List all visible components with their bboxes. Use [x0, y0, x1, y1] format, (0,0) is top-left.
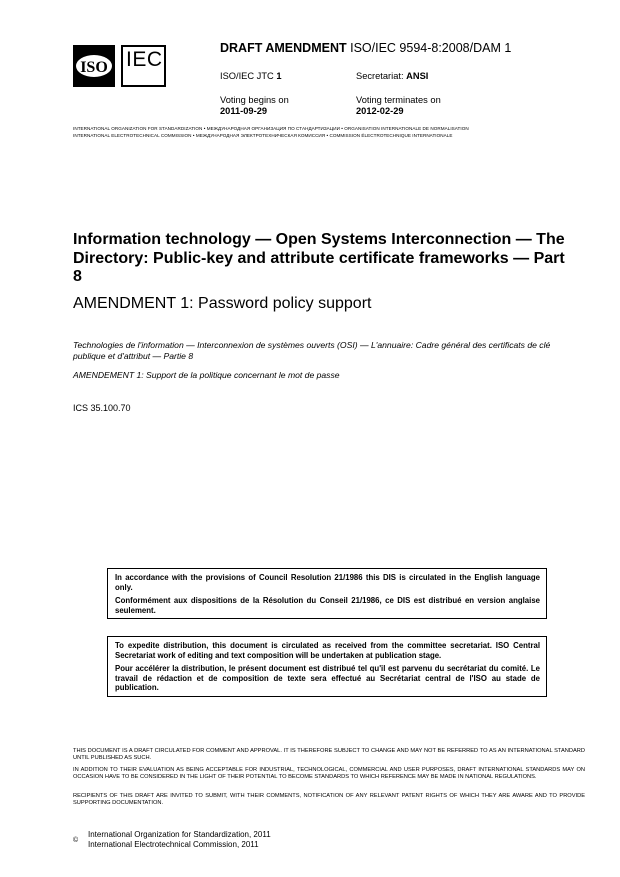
iso-logo-graphic [73, 45, 115, 87]
committee [220, 71, 282, 81]
iso-logo-text: ISO [80, 59, 108, 76]
voting-begins-label: Voting begins on [220, 95, 289, 105]
secretariat [356, 71, 428, 81]
document-header-title [220, 41, 511, 55]
voting-begins-date: 2011-09-29 [220, 106, 268, 116]
copyright-symbol: © [73, 837, 79, 844]
amendment-title: AMENDMENT 1: Password policy support [73, 295, 372, 312]
disclaimer-evaluation: IN ADDITION TO THEIR EVALUATION AS BEING ACCEPTABLE FOR INDUSTRIAL, TECHNOLOGICAL, COMMERCIAL AND USER PURPOSES, DRAFT INTERNATIONAL STANDARDS MAY ON OCCASION HAVE TO BE CONSIDERED IN THE LIGHT OF THEIR POTENTIAL TO BECOME STANDARDS TO WHICH REFERENCE MAY BE MADE IN NATIONAL REGULATIONS. [73, 767, 585, 780]
organization-line-iec: INTERNATIONAL ELECTROTECHNICAL COMMISSION • МЕЖДУНАРОДНАЯ ЭЛЕКТРОТЕХНИЧЕСКАЯ КОМИССИЯ • COMMISSION ÉLECTROTECHNIQUE INTERNATIONALE [73, 133, 453, 138]
document-type: DRAFT AMENDMENT [220, 41, 347, 55]
iec-logo [121, 45, 166, 87]
committee-number: 1 [276, 71, 282, 81]
committee-label: ISO/IEC JTC [220, 71, 274, 81]
language-notice-en: In accordance with the provisions of Council Resolution 21/1986 this DIS is circulated in the English language only. [115, 573, 540, 592]
disclaimer-draft: THIS DOCUMENT IS A DRAFT CIRCULATED FOR COMMENT AND APPROVAL. IT IS THEREFORE SUBJECT TO CHANGE AND MAY NOT BE REFERRED TO AS AN INTERNATIONAL STANDARD UNTIL PUBLISHED AS SUCH. [73, 748, 585, 761]
organization-line-iso: INTERNATIONAL ORGANIZATION FOR STANDARDIZATION • МЕЖДУНАРОДНАЯ ОРГАНИЗАЦИЯ ПО СТАНДАРТИЗАЦИИ • ORGANISATION INTERNATIONALE DE NORMALISATION [73, 126, 469, 131]
copyright-notice [88, 830, 271, 850]
distribution-notice-fr: Pour accélérer la distribution, le présent document est distribué tel qu'il est parvenu du secrétariat du comité. Le travail de rédaction et de composition de texte sera effectué au Secrétariat central de l'ISO au stade de publication. [115, 664, 540, 693]
copyright-iec: International Electrotechnical Commission, 2011 [88, 840, 259, 849]
voting-terminates-label: Voting terminates on [356, 95, 441, 105]
french-title: Technologies de l'information — Interconnexion de systèmes ouverts (OSI) — L'annuaire: Cadre général des certificats de clé publique et d'attribut — Partie 8 [73, 340, 551, 361]
disclaimer-patents: RECIPIENTS OF THIS DRAFT ARE INVITED TO SUBMIT, WITH THEIR COMMENTS, NOTIFICATION OF ANY RELEVANT PATENT RIGHTS OF WHICH THEY ARE AWARE AND TO PROVIDE SUPPORTING DOCUMENTATION. [73, 793, 585, 806]
distribution-notice-en: To expedite distribution, this document is circulated as received from the committee secretariat. ISO Central Secretariat work of editing and text composition will be undertaken at publication stage. [115, 641, 540, 660]
copyright-iso: International Organization for Standardization, 2011 [88, 830, 271, 839]
french-amendment-title: AMENDEMENT 1: Support de la politique concernant le mot de passe [73, 370, 340, 380]
language-notice-fr: Conformément aux dispositions de la Résolution du Conseil 21/1986, ce DIS est distribué en version anglaise seulement. [115, 596, 540, 615]
secretariat-label: Secretariat: [356, 71, 404, 81]
distribution-notice-box [107, 636, 547, 697]
iso-logo [73, 45, 115, 87]
voting-terminates-date: 2012-02-29 [356, 106, 404, 116]
iec-logo-text: IEC [126, 48, 163, 71]
language-notice-box [107, 568, 547, 619]
document-number: ISO/IEC 9594-8:2008/DAM 1 [350, 41, 512, 55]
secretariat-value: ANSI [406, 71, 429, 81]
document-title: Information technology — Open Systems Interconnection — The Directory: Public-key and attribute certificate frameworks — Part 8 [73, 231, 565, 285]
ics-code: ICS 35.100.70 [73, 403, 131, 413]
